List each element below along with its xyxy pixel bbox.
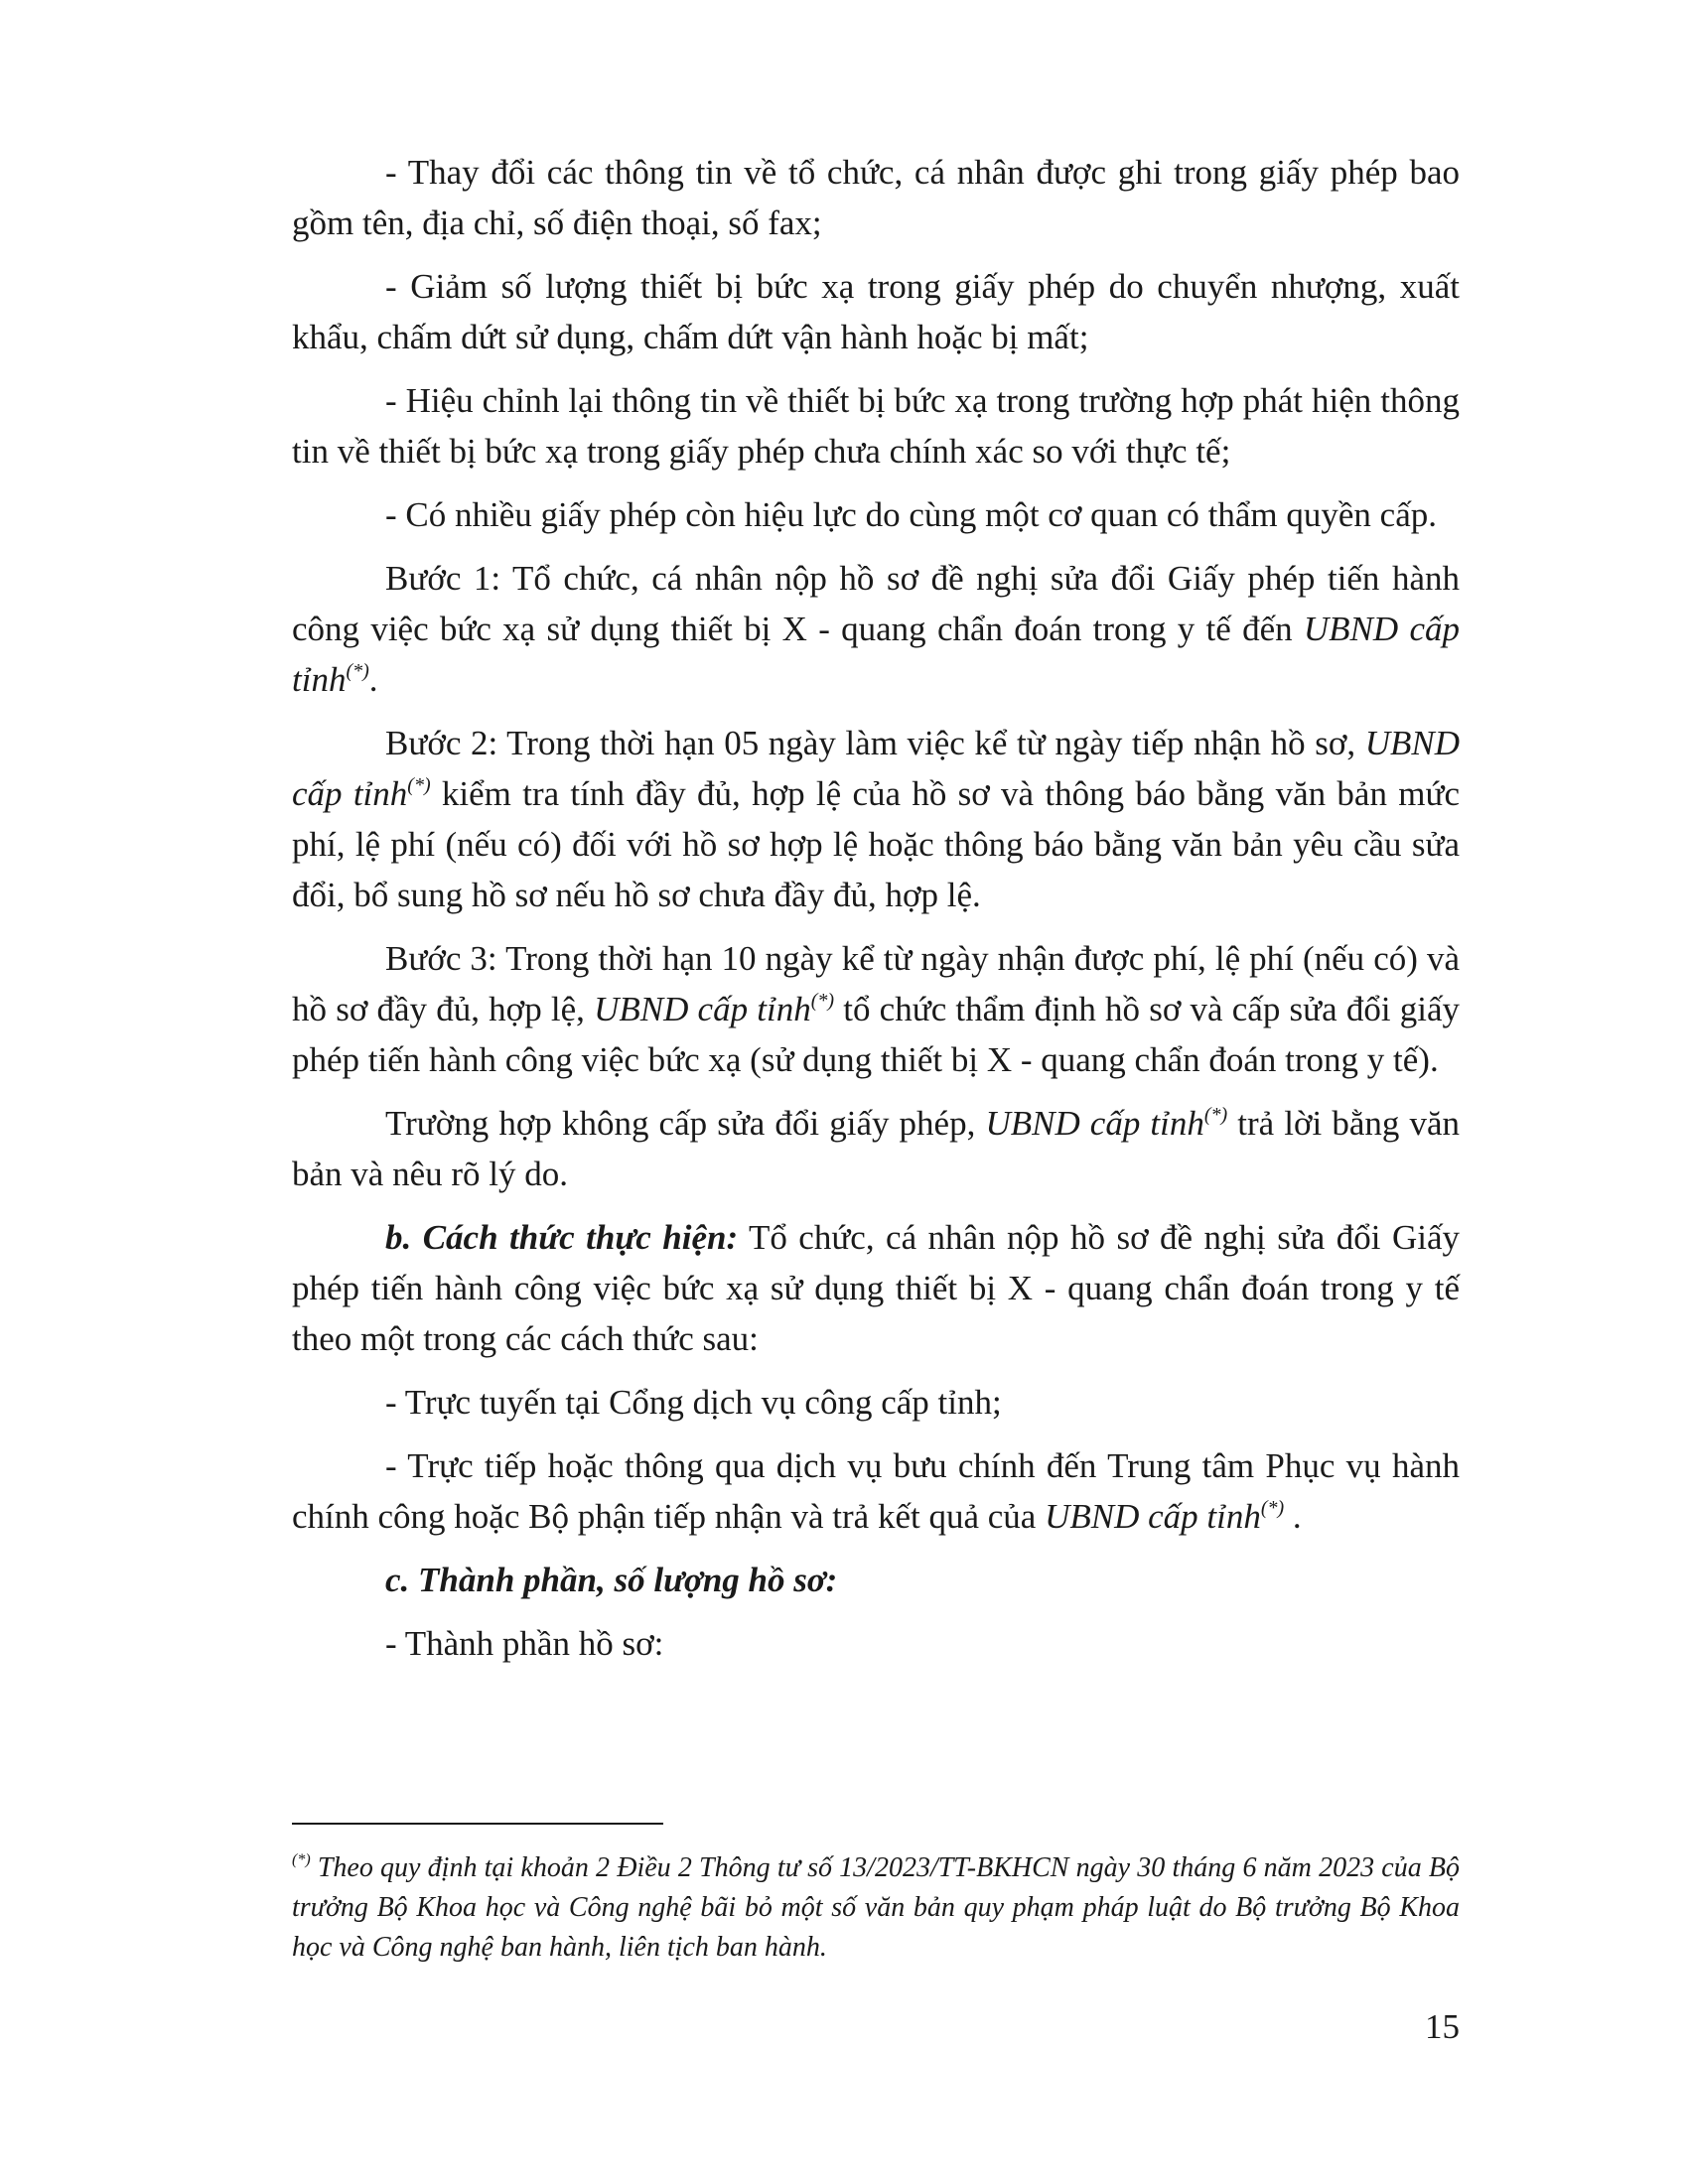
step-3-text-a: Bước 3: Trong thời hạn 10 ngày kể từ ngày nhận được phí, lệ phí (nếu có) và hồ sơ đầy đủ, hợp lệ, [292, 939, 1460, 1028]
refusal-agency: UBND cấp tỉnh [985, 1104, 1204, 1143]
body-text [292, 147, 1460, 1682]
direct-postal-agency: UBND cấp tỉnh [1045, 1497, 1261, 1536]
section-b-heading: b. Cách thức thực hiện: [385, 1218, 739, 1257]
footnote-divider [292, 1823, 663, 1825]
section-c-heading: c. Thành phần, số lượng hồ sơ: [385, 1561, 838, 1599]
paragraph-section-b [292, 1212, 1460, 1364]
step-2-text-a: Bước 2: Trong thời hạn 05 ngày làm việc kể từ ngày tiếp nhận hồ sơ, [385, 724, 1365, 762]
paragraph-dossier-components: - Thành phần hồ sơ: [385, 1624, 664, 1663]
step-2-text-b: kiểm tra tính đầy đủ, hợp lệ của hồ sơ và thông báo bằng văn bản mức phí, lệ phí (nếu có) đối với hồ sơ hợp lệ hoặc thông báo bằng văn bản yêu cầu sửa đổi, bổ sung hồ sơ nếu hồ sơ chưa đầy đủ, hợp lệ. [292, 774, 1460, 914]
paragraph-refusal [292, 1098, 1460, 1199]
paragraph-online: - Trực tuyến tại Cổng dịch vụ công cấp tỉnh; [385, 1383, 1002, 1422]
refusal-text-b: trả lời bằng văn bản và nêu rõ lý do. [292, 1104, 1460, 1193]
step-2-agency: UBND cấp tỉnh [292, 724, 1460, 813]
step-1-text: Bước 1: Tổ chức, cá nhân nộp hồ sơ đề nghị sửa đổi Giấy phép tiến hành công việc bức xạ sử dụng thiết bị X - quang chẩn đoán trong y tế đến [292, 559, 1460, 648]
step-1-footnote-mark: (*) [346, 660, 369, 682]
footnote-mark: (*) [292, 1851, 311, 1868]
section-b-text: Tổ chức, cá nhân nộp hồ sơ đề nghị sửa đổi Giấy phép tiến hành công việc bức xạ sử dụng thiết bị X - quang chẩn đoán trong y tế theo một trong các cách thức sau: [292, 1218, 1460, 1358]
paragraph-multiple-licenses: - Có nhiều giấy phép còn hiệu lực do cùng một cơ quan có thẩm quyền cấp. [385, 495, 1438, 534]
direct-postal-end: . [1284, 1497, 1302, 1536]
refusal-footnote-mark: (*) [1203, 1104, 1228, 1126]
refusal-text-a: Trường hợp không cấp sửa đổi giấy phép, [385, 1104, 986, 1143]
step-2-footnote-mark: (*) [407, 774, 431, 796]
paragraph-step-3 [292, 933, 1460, 1085]
step-1-end: . [368, 660, 378, 699]
step-3-text-b: tổ chức thẩm định hồ sơ và cấp sửa đổi giấy phép tiến hành công việc bức xạ (sử dụng thiết bị X - quang chẩn đoán trong y tế). [292, 990, 1461, 1079]
paragraph-direct-postal [292, 1440, 1460, 1542]
paragraph-change-info: - Thay đổi các thông tin về tổ chức, cá nhân được ghi trong giấy phép bao gồm tên, địa chỉ, số điện thoại, số fax; [292, 153, 1460, 242]
footnote-text: Theo quy định tại khoản 2 Điều 2 Thông tư số 13/2023/TT-BKHCN ngày 30 tháng 6 năm 2023 của Bộ trưởng Bộ Khoa học và Công nghệ bãi bỏ một số văn bản quy phạm pháp luật do Bộ trưởng Bộ Khoa học và Công nghệ ban hành, liên tịch ban hành. [292, 1852, 1460, 1963]
paragraph-reduce-devices: - Giảm số lượng thiết bị bức xạ trong giấy phép do chuyển nhượng, xuất khẩu, chấm dứt sử dụng, chấm dứt vận hành hoặc bị mất; [292, 267, 1460, 356]
direct-postal-footnote-mark: (*) [1260, 1497, 1285, 1519]
paragraph-section-c [292, 1555, 1460, 1605]
step-3-footnote-mark: (*) [810, 990, 835, 1012]
direct-postal-text: - Trực tiếp hoặc thông qua dịch vụ bưu chính đến Trung tâm Phục vụ hành chính công hoặc Bộ phận tiếp nhận và trả kết quả của [292, 1446, 1460, 1536]
paragraph-step-1 [292, 553, 1460, 705]
paragraph-correct-info: - Hiệu chỉnh lại thông tin về thiết bị bức xạ trong trường hợp phát hiện thông tin về thiết bị bức xạ trong giấy phép chưa chính xác so với thực tế; [292, 381, 1460, 471]
page-number: 15 [1425, 2007, 1460, 2046]
step-3-agency: UBND cấp tỉnh [594, 990, 811, 1028]
paragraph-step-2 [292, 718, 1460, 920]
step-1-agency: UBND cấp tỉnh [292, 610, 1460, 699]
footnote [292, 1848, 1460, 1968]
